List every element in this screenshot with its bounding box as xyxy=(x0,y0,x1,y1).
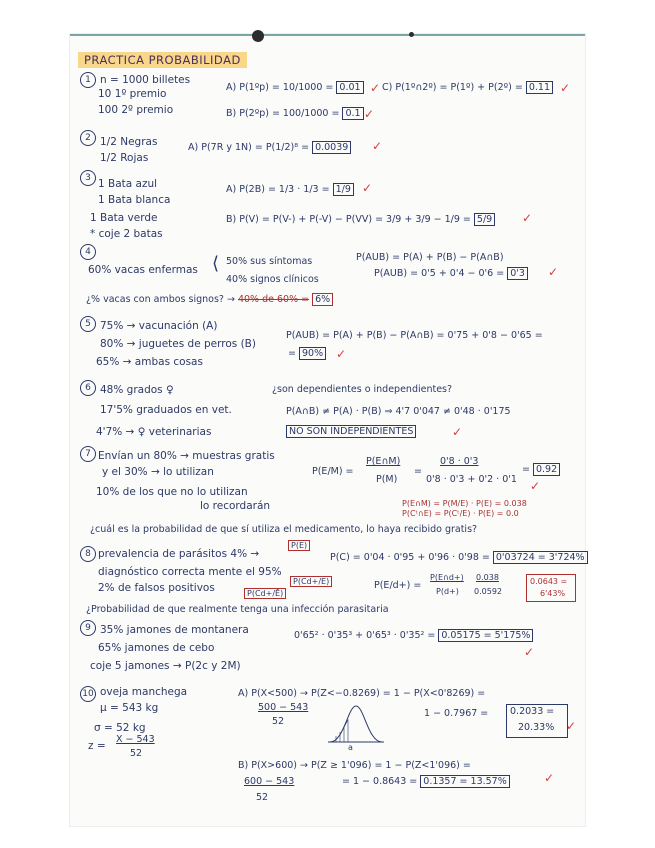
fraction-numerator: P(E∩M) xyxy=(366,456,401,467)
problem-6-formula: P(A∩B) ≠ P(A) · P(B) ⇒ 4'7 0'047 ≠ 0'48 · 0'175 xyxy=(286,406,511,417)
problem-5-line: 65% → ambas cosas xyxy=(96,356,203,368)
problem-10-line: z = xyxy=(88,740,106,752)
problem-8-question: ¿Probabilidad de que realmente tenga una infección parasitaria xyxy=(86,604,389,615)
problem-1-a: A) P(1ºp) = 10/1000 = 0.01 xyxy=(226,82,364,94)
problem-6-result xyxy=(286,426,416,438)
problem-9-formula: 0'65² · 0'35³ + 0'65³ · 0'35² = 0.05175 = 5'175% xyxy=(294,630,533,642)
punch-hole xyxy=(252,30,264,42)
problem-number: 4 xyxy=(80,244,96,260)
problem-6-line: 17'5% graduados en vet. xyxy=(100,404,232,416)
check-icon: ✓ xyxy=(364,107,375,121)
problem-2-line: 1/2 Rojas xyxy=(100,152,149,164)
answer-box: 1/9 xyxy=(333,183,354,196)
problem-8-formula: P(C) = 0'04 · 0'95 + 0'96 · 0'98 = 0'03724 = 3'724% xyxy=(330,552,588,564)
problem-9-line: 35% jamones de montanera xyxy=(100,624,249,636)
curve-label: a xyxy=(348,743,353,752)
check-icon: ✓ xyxy=(544,771,555,785)
problem-4-line: 40% signos clínicos xyxy=(226,274,319,285)
problem-7-result: = 0.92 xyxy=(522,464,560,476)
check-icon: ✓ xyxy=(362,181,373,195)
fraction-denominator: P(d+) xyxy=(436,587,459,596)
problem-2-a: A) P(7R y 1N) = P(1/2)⁸ = 0.0039 xyxy=(188,142,351,154)
fraction-numerator: X − 543 xyxy=(116,734,155,745)
problem-8-result: 6'43% xyxy=(540,589,566,598)
answer-box: 0.11 xyxy=(526,81,553,94)
problem-4-line: 60% vacas enfermas xyxy=(88,264,198,276)
answer-box: 90% xyxy=(299,347,326,360)
problem-6-question: ¿son dependientes o independientes? xyxy=(272,384,453,395)
problem-9-line: coje 5 jamones → P(2c y 2M) xyxy=(90,660,241,672)
problem-number: 9 xyxy=(80,620,96,636)
fraction-numerator: 0'8 · 0'3 xyxy=(440,456,479,467)
fraction-numerator: 0.038 xyxy=(476,573,499,582)
problem-8-tag: P(Cd+/E) xyxy=(290,576,332,588)
check-icon: ✓ xyxy=(548,265,559,279)
brace-icon: ⟨ xyxy=(212,253,220,274)
problem-1-c: C) P(1º∩2º) = P(1º) + P(2º) = 0.11 xyxy=(382,82,553,94)
problem-8-tag: P(Cd+/Ē) xyxy=(244,588,286,600)
problem-10-b: B) P(X>600) → P(Z ≥ 1'096) = 1 − P(Z<1'096) = xyxy=(238,760,471,771)
problem-8-result: 0.0643 = xyxy=(530,577,568,586)
answer-box: 0'3 xyxy=(507,267,528,280)
problem-10-a-step: 1 − 0.7967 = xyxy=(424,708,489,719)
answer-box: 0.05175 = 5'175% xyxy=(438,629,533,642)
problem-1-b: B) P(2ºp) = 100/1000 = 0.1 xyxy=(226,108,364,120)
problem-7-line: 10% de los que no lo utilizan xyxy=(96,486,248,498)
fraction-denominator: 0.0592 xyxy=(474,587,502,596)
problem-8-line: diagnóstico correcta mente el 95% xyxy=(98,566,282,578)
problem-4-line: 50% sus síntomas xyxy=(226,256,313,267)
normal-curve-icon xyxy=(326,702,386,746)
problem-10-line: oveja manchega xyxy=(100,686,188,698)
problem-7-question: ¿cuál es la probabilidad de que sí utiliza el medicamento, lo haya recibido gratis? xyxy=(90,524,478,535)
problem-4-formula: P(AUB) = P(A) + P(B) − P(A∩B) xyxy=(356,252,504,263)
answer-box: 0.01 xyxy=(336,81,363,94)
answer-box: 5/9 xyxy=(474,213,495,226)
problem-3-a: A) P(2B) = 1/3 · 1/3 = 1/9 xyxy=(226,184,354,196)
punch-hole xyxy=(409,32,414,37)
problem-6-line: 4'7% → ♀ veterinarias xyxy=(96,426,212,438)
problem-7-note: P(Cᵗ∩E) = P(Cᵗ/E) · P(E) = 0.0 xyxy=(402,509,519,518)
fraction-denominator: 0'8 · 0'3 + 0'2 · 0'1 xyxy=(426,474,517,485)
problem-3-line: 1 Bata blanca xyxy=(98,194,171,206)
check-icon: ✓ xyxy=(452,425,463,439)
problem-number: 10 xyxy=(80,686,96,702)
fraction-denominator: P(M) xyxy=(376,474,398,485)
problem-number: 7 xyxy=(80,446,96,462)
problem-3-line: 1 Bata azul xyxy=(98,178,158,190)
check-icon: ✓ xyxy=(566,719,577,733)
fraction-numerator: 600 − 543 xyxy=(244,776,295,787)
problem-5-line: 80% → juguetes de perros (B) xyxy=(100,338,256,350)
problem-6-line: 48% grados ♀ xyxy=(100,384,174,396)
answer-box: 0.92 xyxy=(533,463,560,476)
check-icon: ✓ xyxy=(370,81,381,95)
problem-8-formula: P(E/d+) = xyxy=(374,580,422,591)
check-icon: ✓ xyxy=(524,645,535,659)
check-icon: ✓ xyxy=(560,81,571,95)
answer-box: 0.0039 xyxy=(312,141,351,154)
fraction-numerator: 500 − 543 xyxy=(258,702,309,713)
problem-8-line: prevalencia de parásitos 4% → xyxy=(98,548,260,560)
answer-box: NO SON INDEPENDIENTES xyxy=(286,425,416,438)
problem-3-line: * coje 2 batas xyxy=(90,228,163,240)
problem-number: 2 xyxy=(80,130,96,146)
answer-box: 0'03724 = 3'724% xyxy=(493,551,588,564)
answer-box: 6% xyxy=(312,293,333,306)
problem-number: 5 xyxy=(80,316,96,332)
answer-box: 0.1357 = 13.57% xyxy=(420,775,509,788)
problem-7-line: y el 30% → lo utilizan xyxy=(102,466,214,478)
problem-3-line: 1 Bata verde xyxy=(90,212,158,224)
problem-10-b-step: = 1 − 0.8643 = 0.1357 = 13.57% xyxy=(342,776,510,788)
check-icon: ✓ xyxy=(530,479,541,493)
problem-7-line: lo recordarán xyxy=(200,500,271,512)
problem-7-note: P(E∩M) = P(M/E) · P(E) = 0.038 xyxy=(402,499,527,508)
problem-8-line: 2% de falsos positivos xyxy=(98,582,215,594)
problem-5-formula: P(AUB) = P(A) + P(B) − P(A∩B) = 0'75 + 0'8 − 0'65 = xyxy=(286,330,543,341)
fraction-numerator: P(E∩d+) xyxy=(430,573,464,582)
page-title: PRACTICA PROBABILIDAD xyxy=(78,52,247,68)
problem-number: 6 xyxy=(80,380,96,396)
problem-4-formula: P(AUB) = 0'5 + 0'4 − 0'6 = 0'3 xyxy=(374,268,528,280)
check-icon: ✓ xyxy=(372,139,383,153)
problem-2-line: 1/2 Negras xyxy=(100,136,158,148)
problem-10-line: μ = 543 kg xyxy=(100,702,159,714)
problem-10-a-result: 20.33% xyxy=(518,722,555,733)
problem-5-result: = 90% xyxy=(288,348,326,360)
check-icon: ✓ xyxy=(522,211,533,225)
equals-sign: = xyxy=(414,466,422,477)
problem-number: 1 xyxy=(80,72,96,88)
fraction-denominator: 52 xyxy=(130,748,143,759)
problem-7-formula: P(E/M) = xyxy=(312,466,354,477)
check-icon: ✓ xyxy=(336,347,347,361)
problem-10-a: A) P(X<500) → P(Z<−0.8269) = 1 − P(X<0'8269) = xyxy=(238,688,486,699)
problem-7-line: Envían un 80% → muestras gratis xyxy=(98,450,275,462)
problem-10-a-result: 0.2033 = xyxy=(510,706,555,717)
fraction-denominator: 52 xyxy=(256,792,269,803)
problem-10-line: σ = 52 kg xyxy=(94,722,146,734)
problem-1-line: n = 1000 billetes xyxy=(100,74,191,86)
problem-4-question: ¿% vacas con ambos signos? → 40% de 60% = 6% xyxy=(86,294,333,306)
problem-5-line: 75% → vacunación (A) xyxy=(100,320,218,332)
problem-number: 8 xyxy=(80,546,96,562)
fraction-denominator: 52 xyxy=(272,716,285,727)
problem-number: 3 xyxy=(80,170,96,186)
problem-1-line: 100 2º premio xyxy=(98,104,174,116)
problem-8-tag: P(E) xyxy=(288,540,310,552)
problem-3-b: B) P(V) = P(V-) + P(-V) − P(VV) = 3/9 + 3/9 − 1/9 = 5/9 xyxy=(226,214,495,226)
problem-1-line: 10 1º premio xyxy=(98,88,167,100)
problem-9-line: 65% jamones de cebo xyxy=(98,642,215,654)
answer-box: 0.1 xyxy=(342,107,363,120)
